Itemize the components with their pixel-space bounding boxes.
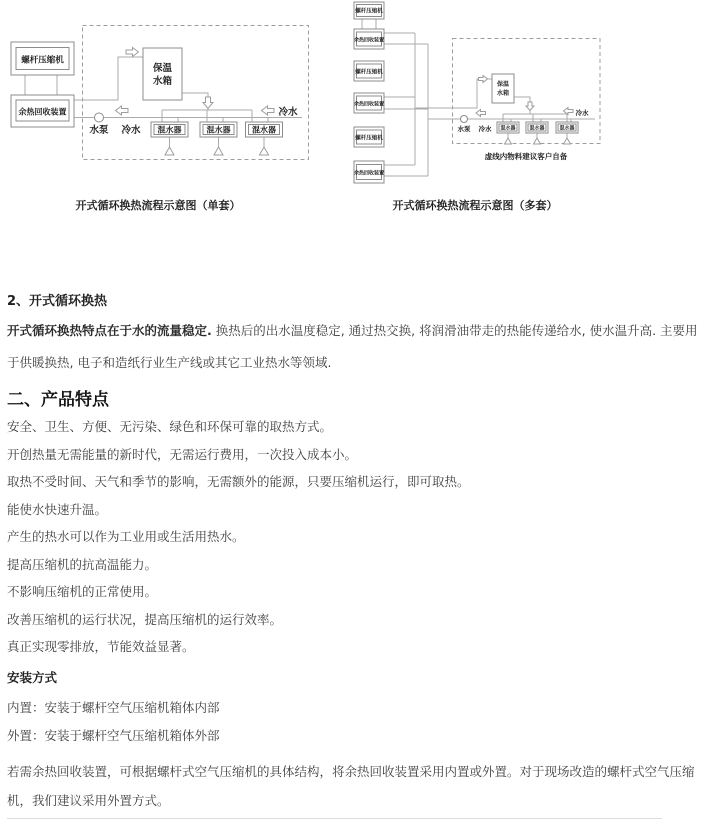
- feature-item: 取热不受时间、天气和季节的影响，无需额外的能源，只要压缩机运行，即可取热。: [7, 474, 470, 489]
- compressor-box: [354, 127, 384, 147]
- insulated-tank-box: [143, 48, 182, 100]
- heat-recovery-box: [11, 95, 74, 127]
- feature-item: 提高压缩机的抗高温能力。: [7, 556, 158, 572]
- hot-header-pipe: [162, 110, 252, 122]
- feature-item: 真正实现零排放，节能效益显著。: [7, 639, 195, 654]
- heading-open-cycle: 2、开式循环换热: [7, 294, 108, 309]
- cold-water-right-label: 冷水: [575, 109, 589, 117]
- cold-water-right-label: 冷水: [278, 107, 298, 118]
- pump-label: 水泵: [457, 125, 471, 133]
- install-note-paragraph: 若需余热回收装置，可根据螺杆式空气压缩机的具体结构，将余热回收装置采用内置或外置。对于现场改造的螺杆式空气压缩机，我们建议采用外置方式。: [7, 763, 695, 808]
- install-inner-line: 内置：安装于螺杆空气压缩机箱体内部: [7, 699, 220, 715]
- document-body: [0, 216, 710, 819]
- svg-text:混水器: 混水器: [529, 125, 545, 132]
- connector-lines: [25, 75, 57, 95]
- svg-text:水箱: 水箱: [496, 90, 510, 97]
- nozzle-icon: [165, 147, 174, 155]
- cold-water-label: 冷水: [121, 125, 141, 136]
- customer-supply-note: 虚线内物料建议客户自备: [484, 152, 568, 161]
- flow-left-arrow-icon: [116, 106, 129, 115]
- insulated-tank-box: [492, 74, 514, 103]
- mixer-box: [556, 122, 578, 133]
- svg-text:混水器: 混水器: [206, 125, 231, 135]
- hot-header-pipe: [503, 114, 567, 122]
- svg-text:水箱: 水箱: [152, 76, 173, 87]
- svg-text:混水器: 混水器: [252, 125, 276, 135]
- flow-right-arrow-icon: [126, 48, 139, 57]
- heading-product-features: 二、产品特点: [7, 390, 109, 410]
- heat-recovery-box: [354, 29, 384, 49]
- flow-right-arrow-icon: [479, 76, 488, 83]
- pump-icon: [95, 113, 104, 122]
- flow-down-arrow-icon: [526, 102, 534, 111]
- mixer-box: [526, 122, 548, 133]
- mixer-box: [497, 122, 519, 133]
- compressor-box: [354, 2, 384, 19]
- cold-inlet-arrow-icon: [262, 106, 275, 115]
- diagram-caption-multi: 开式循环换热流程示意图（多套）: [392, 199, 558, 212]
- heat-recovery-box: [354, 93, 384, 113]
- feature-item: 不影响压缩机的正常使用。: [7, 584, 158, 599]
- flow-diagrams-area: [0, 0, 710, 216]
- intro-rest-text: 换热后的出水温度稳定, 通过热交换, 将润滑油带走的热能传递给水, 使水温升高. 主要用于供暖换热, 电子和造纸行业生产线或其它工业热水等领域.: [7, 323, 698, 370]
- svg-text:保温: 保温: [152, 63, 173, 74]
- svg-text:余热回收装置: 余热回收装置: [353, 101, 385, 108]
- heat-recovery-label: 余热回收装置: [18, 107, 67, 117]
- install-outer-line: 外置：安装于螺杆空气压缩机箱体外部: [7, 727, 220, 743]
- flow-left-arrow-icon: [476, 110, 486, 117]
- pump-label: 水泵: [89, 125, 109, 136]
- nozzle-icon: [505, 138, 512, 144]
- feature-item: 改善压缩机的运行状况，提高压缩机的运行效率。: [7, 611, 283, 627]
- compressor-box: [11, 42, 74, 75]
- feature-item: 产生的热水可以作为工业用或生活用热水。: [7, 529, 245, 544]
- svg-text:螺杆压缩机: 螺杆压缩机: [355, 8, 383, 15]
- diagram-caption-single: 开式循环换热流程示意图（单套）: [75, 199, 241, 212]
- cold-drop-pipes: [178, 118, 268, 123]
- svg-text:保温: 保温: [496, 81, 510, 88]
- svg-text:螺杆压缩机: 螺杆压缩机: [355, 69, 383, 76]
- mixer-box: [151, 122, 188, 137]
- heading-install-method: 安装方式: [7, 669, 58, 685]
- mixer-box: [200, 122, 237, 137]
- nozzle-icon: [564, 138, 571, 144]
- cold-water-label: 冷水: [478, 125, 492, 133]
- feature-item: 能使水快速升温。: [7, 501, 108, 517]
- svg-text:余热回收装置: 余热回收装置: [353, 37, 385, 44]
- nozzle-pipes: [508, 133, 567, 138]
- svg-text:混水器: 混水器: [157, 125, 182, 135]
- multi-set-flow-diagram: [330, 0, 710, 216]
- svg-text:螺杆压缩机: 螺杆压缩机: [355, 135, 383, 142]
- tank-inlet-pipe: [415, 79, 492, 108]
- supply-trunk-pipe: [384, 33, 415, 165]
- svg-text:混水器: 混水器: [559, 125, 575, 132]
- return-trunk-pipe: [384, 44, 428, 176]
- connector-lines: [362, 19, 376, 29]
- intro-paragraph: [7, 315, 700, 379]
- heat-recovery-box: [354, 161, 384, 183]
- flow-down-arrow-icon: [203, 97, 213, 109]
- compressor-box: [354, 61, 384, 81]
- feature-item: 安全、卫生、方便、无污染、绿色和环保可靠的取热方式。: [7, 419, 333, 434]
- bottom-divider: [7, 818, 662, 819]
- svg-text:余热回收装置: 余热回收装置: [353, 170, 385, 177]
- tank-outlet-pipe: [182, 93, 208, 110]
- svg-text:混水器: 混水器: [500, 125, 516, 132]
- nozzle-pipes: [170, 137, 265, 147]
- hot-supply-pipe: [74, 57, 143, 100]
- pump-icon: [461, 116, 468, 123]
- compressor-label: 螺杆压缩机: [21, 55, 64, 66]
- nozzle-icon: [214, 147, 223, 155]
- nozzle-icon: [534, 138, 541, 144]
- cold-inlet-arrow-icon: [564, 108, 574, 115]
- single-set-flow-diagram: [0, 0, 330, 216]
- intro-bold-text: 开式循环换热特点在于水的流量稳定.: [7, 323, 212, 338]
- nozzle-icon: [260, 147, 269, 155]
- feature-item: 开创热量无需能量的新时代，无需运行费用，一次投入成本小。: [7, 446, 358, 462]
- mixer-box: [246, 122, 283, 137]
